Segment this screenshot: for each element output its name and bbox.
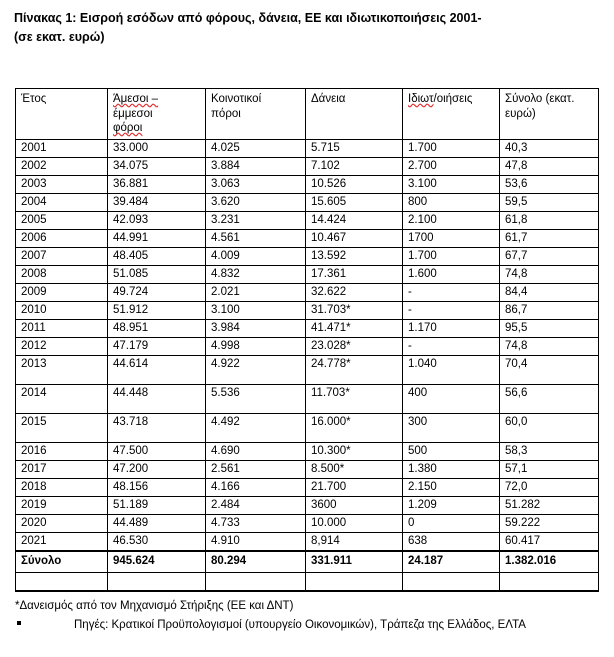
cell-total: 56,6 xyxy=(500,385,599,414)
cell-loans: 23.028* xyxy=(306,338,403,356)
cell-privatizations: 1.600 xyxy=(403,266,500,284)
cell-eu-funds: 3.100 xyxy=(206,302,306,320)
empty-cell xyxy=(206,573,306,592)
total-cell-year: Σύνολο xyxy=(16,551,108,573)
cell-loans: 16.000* xyxy=(306,414,403,443)
cell-eu-funds: 4.832 xyxy=(206,266,306,284)
cell-loans: 5.715 xyxy=(306,140,403,158)
cell-privatizations: 0 xyxy=(403,515,500,533)
table-row xyxy=(16,284,599,302)
cell-taxes: 39.484 xyxy=(108,194,206,212)
cell-loans: 10.467 xyxy=(306,230,403,248)
cell-privatizations: 638 xyxy=(403,533,500,552)
cell-year: 2009 xyxy=(16,284,108,302)
cell-year: 2002 xyxy=(16,158,108,176)
total-cell-privatizations: 24.187 xyxy=(403,551,500,573)
cell-year: 2010 xyxy=(16,302,108,320)
cell-loans: 31.703* xyxy=(306,302,403,320)
cell-total: 74,8 xyxy=(500,338,599,356)
cell-year: 2003 xyxy=(16,176,108,194)
cell-total: 59,5 xyxy=(500,194,599,212)
cell-total: 58,3 xyxy=(500,443,599,461)
cell-taxes: 51.912 xyxy=(108,302,206,320)
cell-year: 2005 xyxy=(16,212,108,230)
cell-total: 59.222 xyxy=(500,515,599,533)
cell-taxes: 48.156 xyxy=(108,479,206,497)
cell-eu-funds: 3.620 xyxy=(206,194,306,212)
cell-loans: 14.424 xyxy=(306,212,403,230)
cell-privatizations: - xyxy=(403,302,500,320)
cell-loans: 11.703* xyxy=(306,385,403,414)
cell-taxes: 49.724 xyxy=(108,284,206,302)
cell-year: 2020 xyxy=(16,515,108,533)
table-row xyxy=(16,479,599,497)
table-row xyxy=(16,356,599,385)
cell-eu-funds: 3.884 xyxy=(206,158,306,176)
cell-taxes: 44.614 xyxy=(108,356,206,385)
cell-privatizations: 400 xyxy=(403,385,500,414)
cell-year: 2007 xyxy=(16,248,108,266)
cell-loans: 41.471* xyxy=(306,320,403,338)
cell-eu-funds: 4.910 xyxy=(206,533,306,552)
cell-taxes: 34.075 xyxy=(108,158,206,176)
cell-total: 53,6 xyxy=(500,176,599,194)
cell-total: 86,7 xyxy=(500,302,599,320)
cell-eu-funds: 2.021 xyxy=(206,284,306,302)
cell-year: 2021 xyxy=(16,533,108,552)
cell-eu-funds: 4.025 xyxy=(206,140,306,158)
cell-total: 61,7 xyxy=(500,230,599,248)
cell-eu-funds: 4.922 xyxy=(206,356,306,385)
cell-privatizations: 500 xyxy=(403,443,500,461)
table-empty-row xyxy=(16,573,599,592)
page-title-line-2: (σε εκατ. ευρώ) xyxy=(14,30,105,44)
cell-taxes: 47.500 xyxy=(108,443,206,461)
cell-year: 2018 xyxy=(16,479,108,497)
cell-privatizations: 2.100 xyxy=(403,212,500,230)
cell-total: 60.417 xyxy=(500,533,599,552)
cell-total: 47,8 xyxy=(500,158,599,176)
table-row xyxy=(16,212,599,230)
cell-taxes: 51.189 xyxy=(108,497,206,515)
cell-privatizations: 300 xyxy=(403,414,500,443)
cell-loans: 3600 xyxy=(306,497,403,515)
cell-loans: 10.300* xyxy=(306,443,403,461)
cell-privatizations: 1700 xyxy=(403,230,500,248)
cell-year: 2008 xyxy=(16,266,108,284)
cell-year: 2015 xyxy=(16,414,108,443)
table-header-row xyxy=(16,89,599,140)
cell-eu-funds: 4.733 xyxy=(206,515,306,533)
total-cell-total: 1.382.016 xyxy=(500,551,599,573)
footnote-sources xyxy=(15,616,605,635)
cell-eu-funds: 4.690 xyxy=(206,443,306,461)
cell-total: 57,1 xyxy=(500,461,599,479)
header-cell-total: Σύνολο (εκατ. ευρώ) xyxy=(500,89,599,140)
cell-taxes: 44.991 xyxy=(108,230,206,248)
empty-cell xyxy=(16,573,108,592)
cell-taxes: 36.881 xyxy=(108,176,206,194)
cell-loans: 13.592 xyxy=(306,248,403,266)
table-row xyxy=(16,266,599,284)
table-row xyxy=(16,385,599,414)
cell-total: 51.282 xyxy=(500,497,599,515)
cell-total: 84,4 xyxy=(500,284,599,302)
table-total-row xyxy=(16,551,599,573)
cell-privatizations: 2.150 xyxy=(403,479,500,497)
cell-loans: 32.622 xyxy=(306,284,403,302)
cell-privatizations: 1.170 xyxy=(403,320,500,338)
cell-eu-funds: 4.998 xyxy=(206,338,306,356)
cell-eu-funds: 3.984 xyxy=(206,320,306,338)
cell-year: 2016 xyxy=(16,443,108,461)
cell-total: 61,8 xyxy=(500,212,599,230)
cell-year: 2001 xyxy=(16,140,108,158)
cell-privatizations: 1.040 xyxy=(403,356,500,385)
header-cell-year: Έτος xyxy=(16,89,108,140)
cell-total: 95,5 xyxy=(500,320,599,338)
header-cell-taxes: Άμεσοι – έμμεσοι φόροι xyxy=(108,89,206,140)
cell-privatizations: 1.700 xyxy=(403,248,500,266)
cell-loans: 10.000 xyxy=(306,515,403,533)
cell-total: 70,4 xyxy=(500,356,599,385)
table-row xyxy=(16,320,599,338)
cell-taxes: 43.718 xyxy=(108,414,206,443)
cell-total: 67,7 xyxy=(500,248,599,266)
cell-taxes: 44.489 xyxy=(108,515,206,533)
cell-loans: 8,914 xyxy=(306,533,403,552)
cell-eu-funds: 2.484 xyxy=(206,497,306,515)
revenue-data-table xyxy=(15,88,599,592)
table-row xyxy=(16,302,599,320)
table-row xyxy=(16,158,599,176)
table-row xyxy=(16,443,599,461)
footnotes xyxy=(15,597,605,635)
cell-year: 2017 xyxy=(16,461,108,479)
cell-loans: 10.526 xyxy=(306,176,403,194)
cell-year: 2004 xyxy=(16,194,108,212)
table-row xyxy=(16,533,599,552)
cell-eu-funds: 4.492 xyxy=(206,414,306,443)
cell-privatizations: - xyxy=(403,338,500,356)
cell-taxes: 42.093 xyxy=(108,212,206,230)
cell-eu-funds: 4.009 xyxy=(206,248,306,266)
cell-taxes: 44.448 xyxy=(108,385,206,414)
cell-privatizations: 2.700 xyxy=(403,158,500,176)
cell-year: 2019 xyxy=(16,497,108,515)
cell-year: 2014 xyxy=(16,385,108,414)
table-row xyxy=(16,248,599,266)
table-row xyxy=(16,461,599,479)
table-row xyxy=(16,194,599,212)
empty-cell xyxy=(403,573,500,592)
cell-loans: 7.102 xyxy=(306,158,403,176)
cell-loans: 24.778* xyxy=(306,356,403,385)
total-cell-eu-funds: 80.294 xyxy=(206,551,306,573)
table-row xyxy=(16,515,599,533)
cell-loans: 15.605 xyxy=(306,194,403,212)
table-row xyxy=(16,176,599,194)
cell-year: 2006 xyxy=(16,230,108,248)
cell-eu-funds: 3.231 xyxy=(206,212,306,230)
cell-year: 2011 xyxy=(16,320,108,338)
table-row xyxy=(16,497,599,515)
cell-loans: 8.500* xyxy=(306,461,403,479)
empty-cell xyxy=(500,573,599,592)
data-table-container xyxy=(15,88,598,592)
cell-privatizations: 3.100 xyxy=(403,176,500,194)
total-cell-taxes: 945.624 xyxy=(108,551,206,573)
cell-year: 2013 xyxy=(16,356,108,385)
cell-privatizations: - xyxy=(403,284,500,302)
cell-taxes: 47.179 xyxy=(108,338,206,356)
cell-taxes: 46.530 xyxy=(108,533,206,552)
cell-privatizations: 1.209 xyxy=(403,497,500,515)
total-cell-loans: 331.911 xyxy=(306,551,403,573)
cell-taxes: 51.085 xyxy=(108,266,206,284)
cell-total: 72,0 xyxy=(500,479,599,497)
cell-total: 60,0 xyxy=(500,414,599,443)
cell-loans: 17.361 xyxy=(306,266,403,284)
cell-taxes: 48.951 xyxy=(108,320,206,338)
table-row xyxy=(16,338,599,356)
cell-year: 2012 xyxy=(16,338,108,356)
table-row xyxy=(16,230,599,248)
cell-taxes: 47.200 xyxy=(108,461,206,479)
cell-total: 40,3 xyxy=(500,140,599,158)
page-title xyxy=(14,9,614,47)
cell-total: 74,8 xyxy=(500,266,599,284)
empty-cell xyxy=(108,573,206,592)
cell-eu-funds: 5.536 xyxy=(206,385,306,414)
cell-loans: 21.700 xyxy=(306,479,403,497)
table-row xyxy=(16,414,599,443)
bullet-icon xyxy=(17,621,21,625)
footnote-sources-text: Πηγές: Κρατικοί Προϋπολογισμοί (υπουργείο Οικονομικών), Τράπεζα της Ελλάδος, ΕΛΤΑ xyxy=(74,619,526,631)
header-cell-loans: Δάνεια xyxy=(306,89,403,140)
cell-eu-funds: 3.063 xyxy=(206,176,306,194)
cell-eu-funds: 4.561 xyxy=(206,230,306,248)
page-title-line-1: Πίνακας 1: Εισροή εσόδων από φόρους, δάνεια, ΕΕ και ιδιωτικοποιήσεις 2001- xyxy=(14,11,482,25)
cell-taxes: 48.405 xyxy=(108,248,206,266)
cell-privatizations: 1.380 xyxy=(403,461,500,479)
cell-privatizations: 800 xyxy=(403,194,500,212)
cell-taxes: 33.000 xyxy=(108,140,206,158)
header-cell-privatizations: Ιδιωτ/οιήσεις xyxy=(403,89,500,140)
cell-privatizations: 1.700 xyxy=(403,140,500,158)
cell-eu-funds: 4.166 xyxy=(206,479,306,497)
empty-cell xyxy=(306,573,403,592)
footnote-asterisk: *Δανεισμός από τον Μηχανισμό Στήριξης (ΕΕ και ΔΝΤ) xyxy=(15,600,294,612)
header-cell-eu-funds: Κοινοτικοί πόροι xyxy=(206,89,306,140)
table-row xyxy=(16,140,599,158)
cell-eu-funds: 2.561 xyxy=(206,461,306,479)
